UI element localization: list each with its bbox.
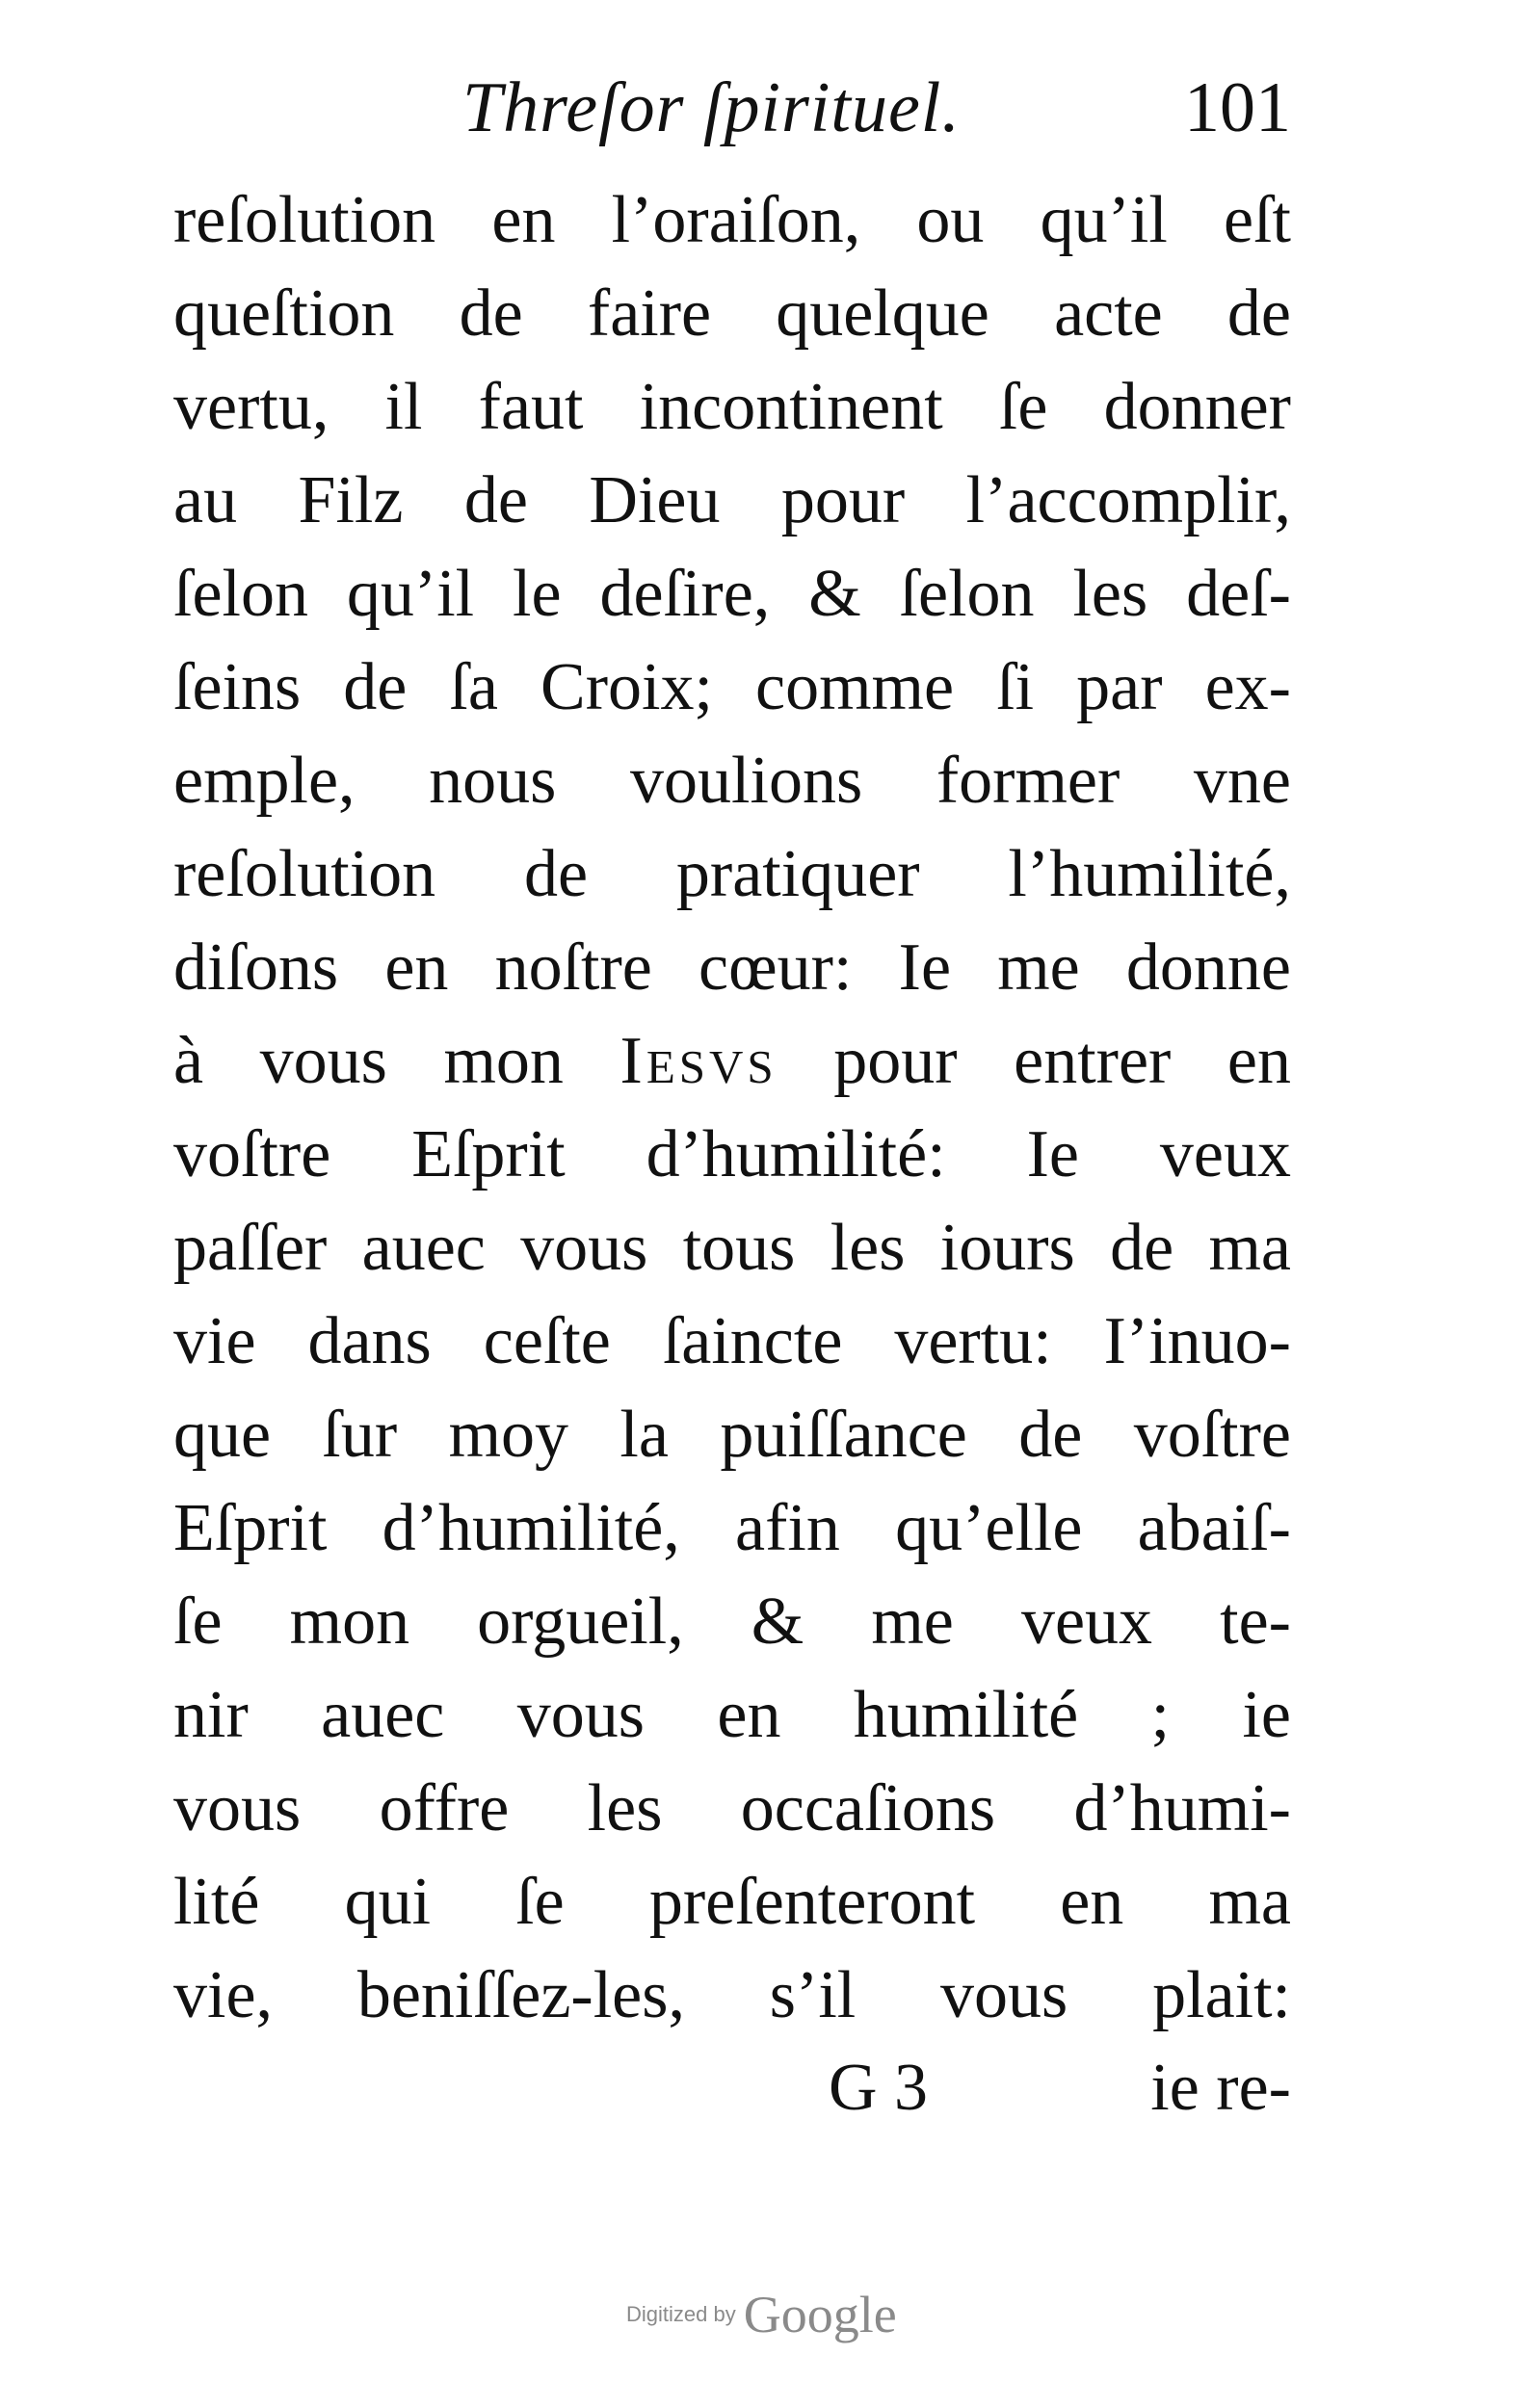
text-line: voſtre Eſprit d’humilité: Ie veux	[173, 1117, 1291, 1191]
text-line: paſſer auec vous tous les iours de ma	[173, 1211, 1291, 1285]
text-segment: pour entrer en	[777, 1024, 1291, 1098]
text-line: lité qui ſe preſenteront en ma	[173, 1865, 1291, 1939]
digitized-watermark	[626, 2285, 935, 2362]
catchword: ie re-	[1150, 2051, 1291, 2125]
google-logo: Google	[743, 2286, 897, 2343]
text-segment: à vous mon	[173, 1024, 620, 1098]
running-title: Threſor ſpirituel.	[462, 68, 961, 147]
signature-row	[173, 2050, 1291, 2156]
text-line: ſe mon orgueil, & me veux te-	[173, 1584, 1291, 1659]
text-line: vie, beniſſez-les, s’il vous plait:	[173, 1958, 1291, 2032]
text-line: nir auec vous en humilité ; ie	[173, 1678, 1291, 1752]
name-iesus: Iesvs	[620, 1024, 778, 1098]
text-line: au Filz de Dieu pour l’accomplir,	[173, 463, 1291, 537]
text-line: reſolution en l’oraiſon, ou qu’il eſt	[173, 183, 1291, 257]
text-line: ſelon qu’il le deſire, & ſelon les deſ-	[173, 557, 1291, 631]
text-line: vertu, il faut incontinent ſe donner	[173, 370, 1291, 444]
text-line: vous offre les occaſions d’humi-	[173, 1771, 1291, 1845]
running-head	[173, 67, 1291, 173]
text-line: Eſprit d’humilité, afin qu’elle abaiſ-	[173, 1491, 1291, 1565]
signature-mark: G 3	[829, 2051, 929, 2125]
text-line: vie dans ceſte ſaincte vertu: I’inuo-	[173, 1304, 1291, 1378]
text-line: diſons en noſtre cœur: Ie me donne	[173, 930, 1291, 1005]
body-text	[173, 173, 1291, 2042]
text-line-with-name	[173, 1014, 1291, 1108]
text-line: reſolution de pratiquer l’humilité,	[173, 837, 1291, 911]
text-line: emple, nous voulions former vne	[173, 744, 1291, 818]
text-line: que ſur moy la puiſſance de voſtre	[173, 1398, 1291, 1472]
page-number: 101	[1184, 68, 1291, 147]
text-line: ſeins de ſa Croix; comme ſi par ex-	[173, 650, 1291, 724]
digitized-label: Digitized by	[626, 2302, 736, 2326]
text-line: queſtion de faire quelque acte de	[173, 276, 1291, 351]
